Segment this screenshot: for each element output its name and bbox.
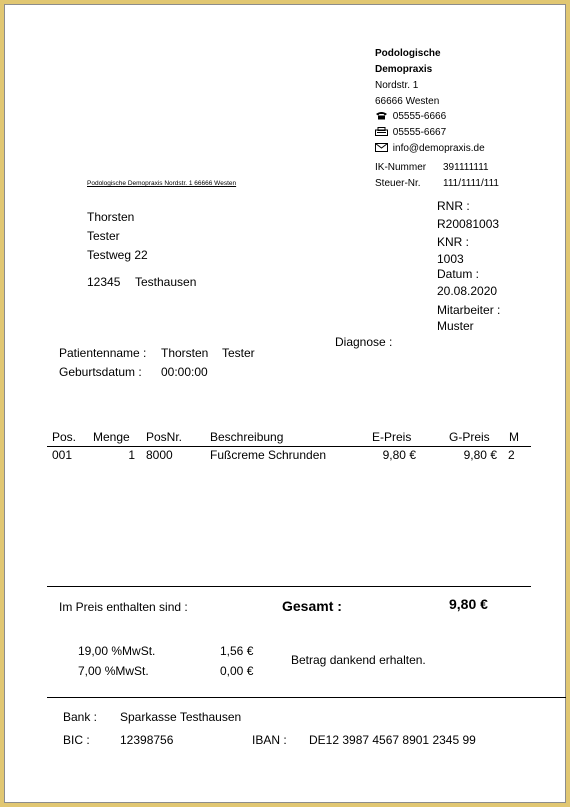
col-header-gpreis: G-Preis bbox=[449, 430, 490, 444]
payment-note: Betrag dankend erhalten. bbox=[291, 653, 426, 667]
recipient-city: Testhausen bbox=[135, 275, 197, 289]
recipient-street: Testweg 22 bbox=[87, 248, 148, 262]
bank-value: Sparkasse Testhausen bbox=[120, 710, 242, 724]
cell-m: 2 bbox=[508, 448, 515, 462]
date-label: Datum : bbox=[437, 267, 480, 281]
col-header-epreis: E-Preis bbox=[372, 430, 412, 444]
col-header-menge: Menge bbox=[93, 430, 130, 444]
tax-label: Steuer-Nr. bbox=[375, 178, 421, 189]
ik-label: IK-Nummer bbox=[375, 162, 427, 173]
vat-rate-2: 7,00 %MwSt. bbox=[78, 664, 149, 678]
practice-phone-row bbox=[375, 111, 446, 122]
col-header-posnr: PosNr. bbox=[146, 430, 183, 444]
col-header-beschreibung: Beschreibung bbox=[210, 430, 284, 444]
practice-name-line2: Demopraxis bbox=[375, 64, 433, 75]
ik-value: 391111111 bbox=[443, 162, 489, 173]
knr-label: KNR : bbox=[437, 235, 470, 249]
total-label: Gesamt : bbox=[282, 598, 342, 614]
staff-value: Muster bbox=[437, 319, 474, 333]
vat-amount-2: 0,00 € bbox=[220, 664, 254, 678]
bic-label: BIC : bbox=[63, 733, 90, 747]
bank-divider bbox=[47, 697, 566, 698]
fax-icon bbox=[375, 127, 388, 136]
rnr-label: RNR : bbox=[437, 199, 470, 213]
totals-divider bbox=[47, 586, 531, 587]
date-value: 20.08.2020 bbox=[437, 284, 498, 298]
recipient-zip: 12345 bbox=[87, 275, 121, 289]
phone-icon bbox=[375, 111, 388, 120]
iban-label: IBAN : bbox=[252, 733, 287, 747]
dob-label: Geburtsdatum : bbox=[59, 365, 142, 379]
knr-value: 1003 bbox=[437, 252, 464, 266]
col-header-pos: Pos. bbox=[52, 430, 77, 444]
recipient-first-name: Thorsten bbox=[87, 210, 135, 224]
table-header-divider bbox=[47, 446, 531, 447]
vat-rate-1: 19,00 %MwSt. bbox=[78, 644, 156, 658]
tax-value: 111/1111/111 bbox=[443, 178, 499, 189]
dob-value: 00:00:00 bbox=[161, 365, 208, 379]
practice-fax-row bbox=[375, 127, 446, 138]
rnr-value: R20081003 bbox=[437, 217, 500, 231]
practice-email: info@demopraxis.de bbox=[392, 143, 485, 154]
included-label: Im Preis enthalten sind : bbox=[59, 600, 188, 614]
bic-value: 12398756 bbox=[120, 733, 174, 747]
patient-first-name: Thorsten bbox=[161, 346, 209, 360]
diagnosis-label: Diagnose : bbox=[335, 335, 393, 349]
practice-fax: 05555-6667 bbox=[392, 127, 447, 138]
practice-city: 66666 Westen bbox=[375, 96, 440, 107]
staff-label: Mitarbeiter : bbox=[437, 303, 501, 317]
cell-gpreis: 9,80 € bbox=[463, 448, 497, 462]
practice-name-line1: Podologische bbox=[375, 48, 441, 59]
patient-name-label: Patientenname : bbox=[59, 346, 147, 360]
practice-street: Nordstr. 1 bbox=[375, 80, 419, 91]
practice-email-row bbox=[375, 143, 485, 154]
sender-return-line: Podologische Demopraxis Nordstr. 1 66666 Westen bbox=[87, 180, 237, 187]
recipient-last-name: Tester bbox=[87, 229, 120, 243]
patient-last-name: Tester bbox=[222, 346, 255, 360]
bank-label: Bank : bbox=[63, 710, 98, 724]
total-value: 9,80 € bbox=[449, 596, 488, 612]
cell-pos: 001 bbox=[52, 448, 73, 462]
cell-epreis: 9,80 € bbox=[382, 448, 416, 462]
cell-beschreibung: Fußcreme Schrunden bbox=[210, 448, 327, 462]
vat-amount-1: 1,56 € bbox=[220, 644, 254, 658]
cell-posnr: 8000 bbox=[146, 448, 173, 462]
mail-icon bbox=[375, 143, 388, 152]
iban-value: DE12 3987 4567 8901 2345 99 bbox=[309, 733, 476, 747]
col-header-m: M bbox=[509, 430, 519, 444]
cell-menge: 1 bbox=[128, 448, 135, 462]
practice-phone: 05555-6666 bbox=[392, 111, 447, 122]
